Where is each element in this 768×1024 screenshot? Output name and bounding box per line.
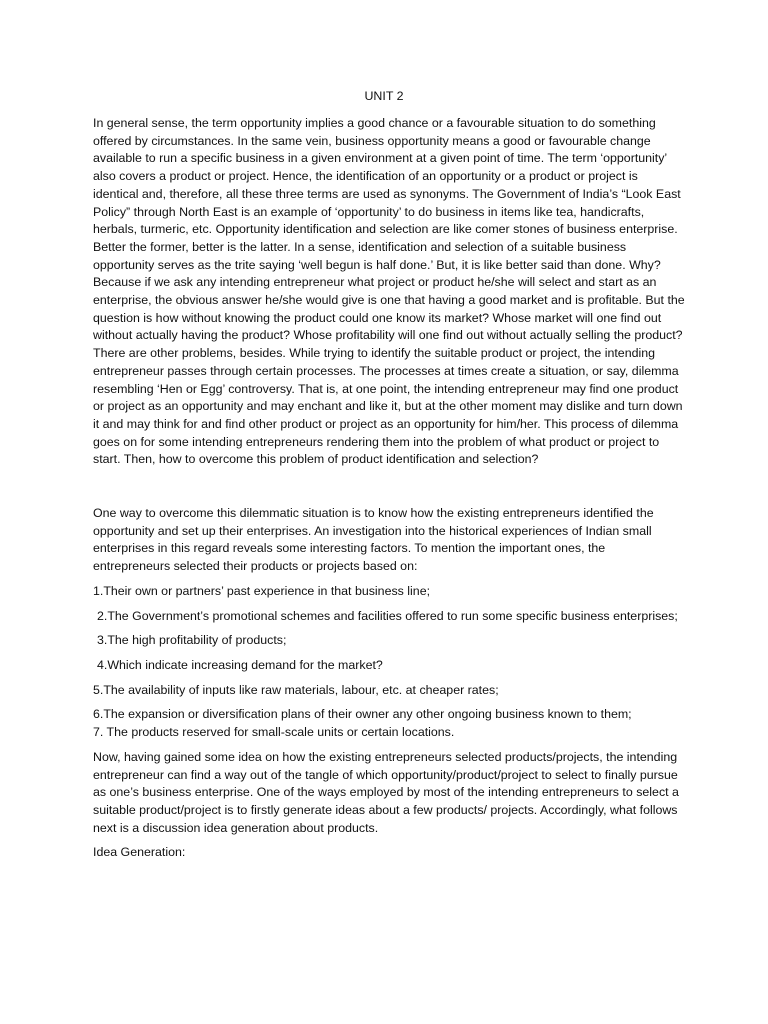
- investigation-paragraph: One way to overcome this dilemmatic situation is to know how the existing entrepreneurs identified the opportunity and set up their enterprises. An investigation into the historical experiences of Indian small enterprises in this regard reveals some interesting factors. To mention the important ones, the entrepreneurs selected their products or projects based on:: [93, 506, 654, 574]
- list-item-7: 7. The products reserved for small-scale units or certain locations.: [93, 725, 455, 740]
- document-body: [93, 115, 685, 862]
- intro-paragraph: In general sense, the term opportunity implies a good chance or a favourable situation to do something offered by circumstances. In the same vein, business opportunity means a good or favourable change available to run a specific business in a given environment at a given point of time. The term ‘opportunity’ also covers a product or project. Hence, the identification of an opportunity or a product or project is identical and, therefore, all these three terms are used as synonyms. The Government of India’s “Look East Policy” through North East is an example of ‘opportunity’ to do business in items like tea, handicrafts, herbals, turmeric, etc. Opportunity identification and selection are like comer stones of business enterprise. Better the former, better is the latter. In a sense, identification and selection of a suitable business opportunity serves as the trite saying ‘well begun is half done.’ But, it is like better said than done. Why? Because if we ask any intending entrepreneur what project or product he/she will select and start as an enterprise, the obvious answer he/she would give is one that having a good market and is profitable. But the question is how without knowing the product could one know its market? Whose market will one find out without actually having the product? Whose profitability will one find out without actually selling the product? There are other problems, besides. While trying to identify the suitable product or project, the intending entrepreneur passes through certain processes. The processes at times create a situation, or say, dilemma resembling ‘Hen or Egg’ controversy. That is, at one point, the intending entrepreneur may find one product or project as an opportunity and may enchant and like it, but at the other moment may dislike and turn down it and may think for and find other product or project as an opportunity for him/her. This process of dilemma goes on for some intending entrepreneurs rendering them into the problem of what product or project to start. Then, how to overcome this problem of product identification and selection?: [93, 116, 685, 467]
- list-item-1: 1.Their own or partners’ past experience in that business line;: [93, 583, 431, 598]
- list-item-6: 6.The expansion or diversification plans of their owner any other ongoing business known to them;: [93, 707, 632, 722]
- list-item-3: 3.The high profitability of products;: [97, 633, 287, 648]
- list-item-4: 4.Which indicate increasing demand for the market?: [97, 657, 383, 672]
- list-item-2: 2.The Government’s promotional schemes and facilities offered to run some specific business enterprises;: [97, 608, 678, 623]
- conclusion-paragraph: Now, having gained some idea on how the existing entrepreneurs selected products/projects, the intending entrepreneur can find a way out of the tangle of which opportunity/product/project to select to finally pursue as one’s business enterprise. One of the ways employed by most of the intending entrepreneurs to select a suitable product/project is to firstly generate ideas about a few products/ projects. Accordingly, what follows next is a discussion idea generation about products.: [93, 749, 679, 835]
- list-item-5: 5.The availability of inputs like raw materials, labour, etc. at cheaper rates;: [93, 682, 499, 697]
- section-heading-idea-generation: Idea Generation:: [93, 845, 186, 860]
- page-title: UNIT 2: [364, 89, 404, 103]
